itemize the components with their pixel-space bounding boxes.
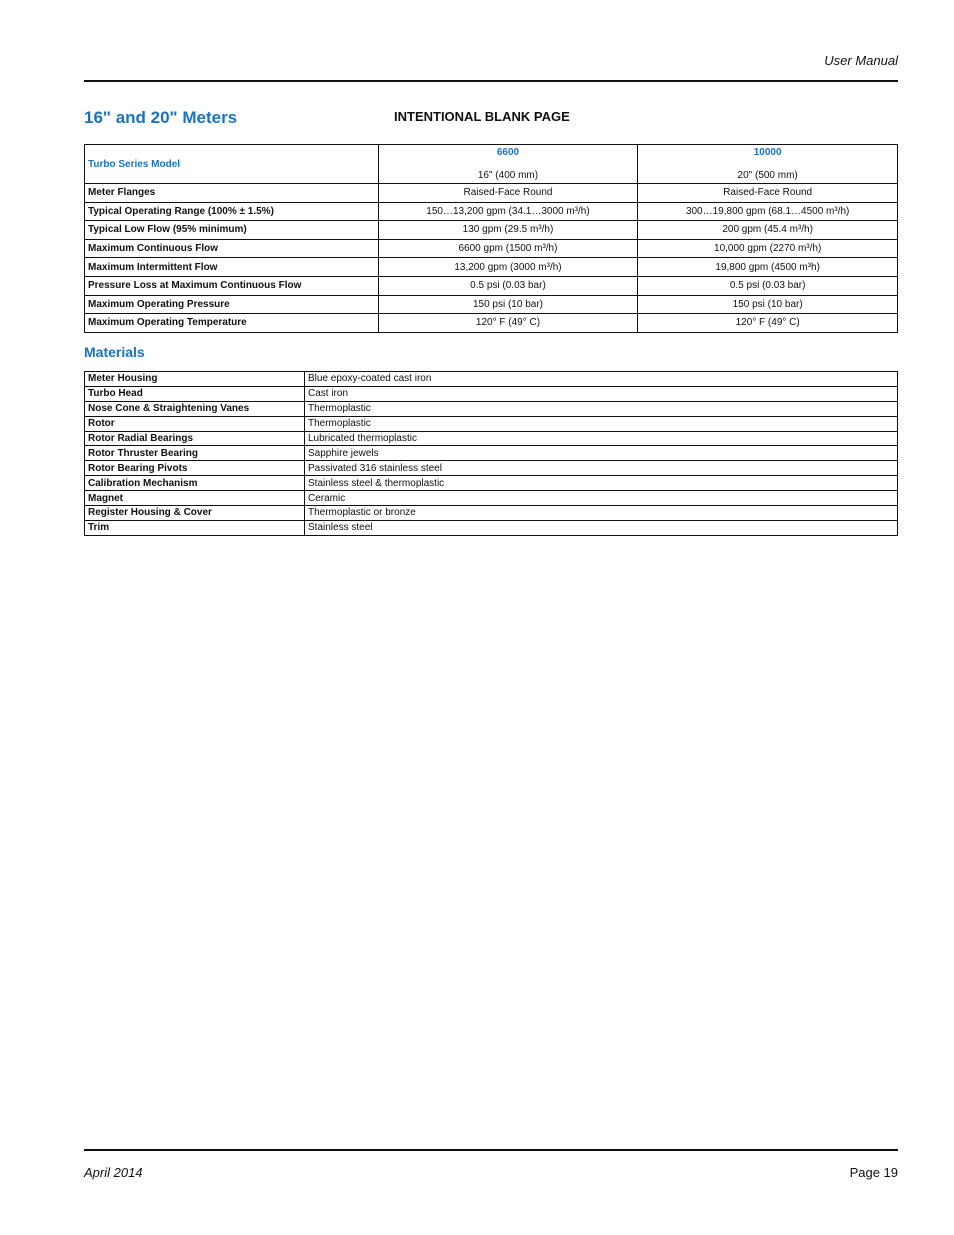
row-value: 150…13,200 gpm (34.1…3000 m³/h) xyxy=(378,202,638,221)
row-label: Maximum Continuous Flow xyxy=(85,239,379,258)
materials-title: Materials xyxy=(84,344,145,360)
table-row xyxy=(85,431,898,446)
row-value: Cast iron xyxy=(305,386,898,401)
row-value: 200 gpm (45.4 m³/h) xyxy=(638,221,898,240)
footer-date: April 2014 xyxy=(84,1165,143,1180)
row-label: Maximum Operating Pressure xyxy=(85,295,379,314)
table-row xyxy=(85,314,898,333)
row-value: 120° F (49° C) xyxy=(378,314,638,333)
table-cell xyxy=(638,145,898,184)
row-label: Nose Cone & Straightening Vanes xyxy=(85,401,305,416)
table-row xyxy=(85,221,898,240)
row-value: 6600 gpm (1500 m³/h) xyxy=(378,239,638,258)
row-value: Thermoplastic xyxy=(305,401,898,416)
row-value: Passivated 316 stainless steel xyxy=(305,461,898,476)
row-value: 130 gpm (29.5 m³/h) xyxy=(378,221,638,240)
row-label: Meter Flanges xyxy=(85,184,379,203)
row-label: Calibration Mechanism xyxy=(85,476,305,491)
row-label: Rotor xyxy=(85,416,305,431)
row-value: Raised-Face Round xyxy=(378,184,638,203)
section-title: 16" and 20" Meters xyxy=(84,108,238,127)
row-value: 13,200 gpm (3000 m³/h) xyxy=(378,258,638,277)
row-value: 0.5 psi (0.03 bar) xyxy=(638,276,898,295)
row-value: Lubricated thermoplastic xyxy=(305,431,898,446)
row-value: 0.5 psi (0.03 bar) xyxy=(378,276,638,295)
row-label: Turbo Head xyxy=(85,386,305,401)
row-label: Typical Operating Range (100% ± 1.5%) xyxy=(85,202,379,221)
table-row xyxy=(85,446,898,461)
table-row xyxy=(85,239,898,258)
table-row xyxy=(85,295,898,314)
row-label: Maximum Operating Temperature xyxy=(85,314,379,333)
table-row xyxy=(85,416,898,431)
row-value: 150 psi (10 bar) xyxy=(638,295,898,314)
row-value: Thermoplastic xyxy=(305,416,898,431)
table-row xyxy=(85,461,898,476)
model-header-label: Turbo Series Model xyxy=(88,158,181,170)
row-label: Pressure Loss at Maximum Continuous Flow xyxy=(85,276,379,295)
row-value: Blue epoxy-coated cast iron xyxy=(305,372,898,387)
table-header-row xyxy=(85,145,898,184)
row-label: Magnet xyxy=(85,491,305,506)
row-label: Maximum Intermittent Flow xyxy=(85,258,379,277)
row-label: Rotor Bearing Pivots xyxy=(85,461,305,476)
model-size: 16" (400 mm) xyxy=(477,170,539,181)
model-size: 20" (500 mm) xyxy=(737,170,798,181)
table-row xyxy=(85,202,898,221)
row-value: Raised-Face Round xyxy=(638,184,898,203)
model-number: 10000 xyxy=(753,147,782,158)
table-row xyxy=(85,258,898,277)
materials-table xyxy=(84,371,898,536)
table-cell xyxy=(378,145,638,184)
row-label: Register Housing & Cover xyxy=(85,506,305,521)
row-value: Ceramic xyxy=(305,491,898,506)
table-row xyxy=(85,520,898,535)
row-value: Thermoplastic or bronze xyxy=(305,506,898,521)
header-rule xyxy=(84,80,898,82)
running-header: User Manual xyxy=(824,53,898,68)
table-row xyxy=(85,506,898,521)
table-row xyxy=(85,276,898,295)
table-row xyxy=(85,372,898,387)
row-value: 300…19,800 gpm (68.1…4500 m³/h) xyxy=(638,202,898,221)
specifications-table xyxy=(84,144,898,333)
row-label: Trim xyxy=(85,520,305,535)
table-row xyxy=(85,401,898,416)
row-value: Stainless steel xyxy=(305,520,898,535)
model-number: 6600 xyxy=(496,147,520,158)
row-label: Typical Low Flow (95% minimum) xyxy=(85,221,379,240)
row-label: Rotor Radial Bearings xyxy=(85,431,305,446)
footer-rule xyxy=(84,1149,898,1151)
row-value: Sapphire jewels xyxy=(305,446,898,461)
table-row xyxy=(85,184,898,203)
table-row xyxy=(85,476,898,491)
table-row xyxy=(85,386,898,401)
row-value: 120° F (49° C) xyxy=(638,314,898,333)
page-number: Page 19 xyxy=(849,1165,898,1180)
table-row xyxy=(85,491,898,506)
row-value: Stainless steel & thermoplastic xyxy=(305,476,898,491)
row-value: 10,000 gpm (2270 m³/h) xyxy=(638,239,898,258)
table-cell xyxy=(85,145,379,184)
row-value: 19,800 gpm (4500 m³h) xyxy=(638,258,898,277)
row-label: Meter Housing xyxy=(85,372,305,387)
blank-page-note: INTENTIONAL BLANK PAGE xyxy=(394,109,570,124)
row-label: Rotor Thruster Bearing xyxy=(85,446,305,461)
row-value: 150 psi (10 bar) xyxy=(378,295,638,314)
